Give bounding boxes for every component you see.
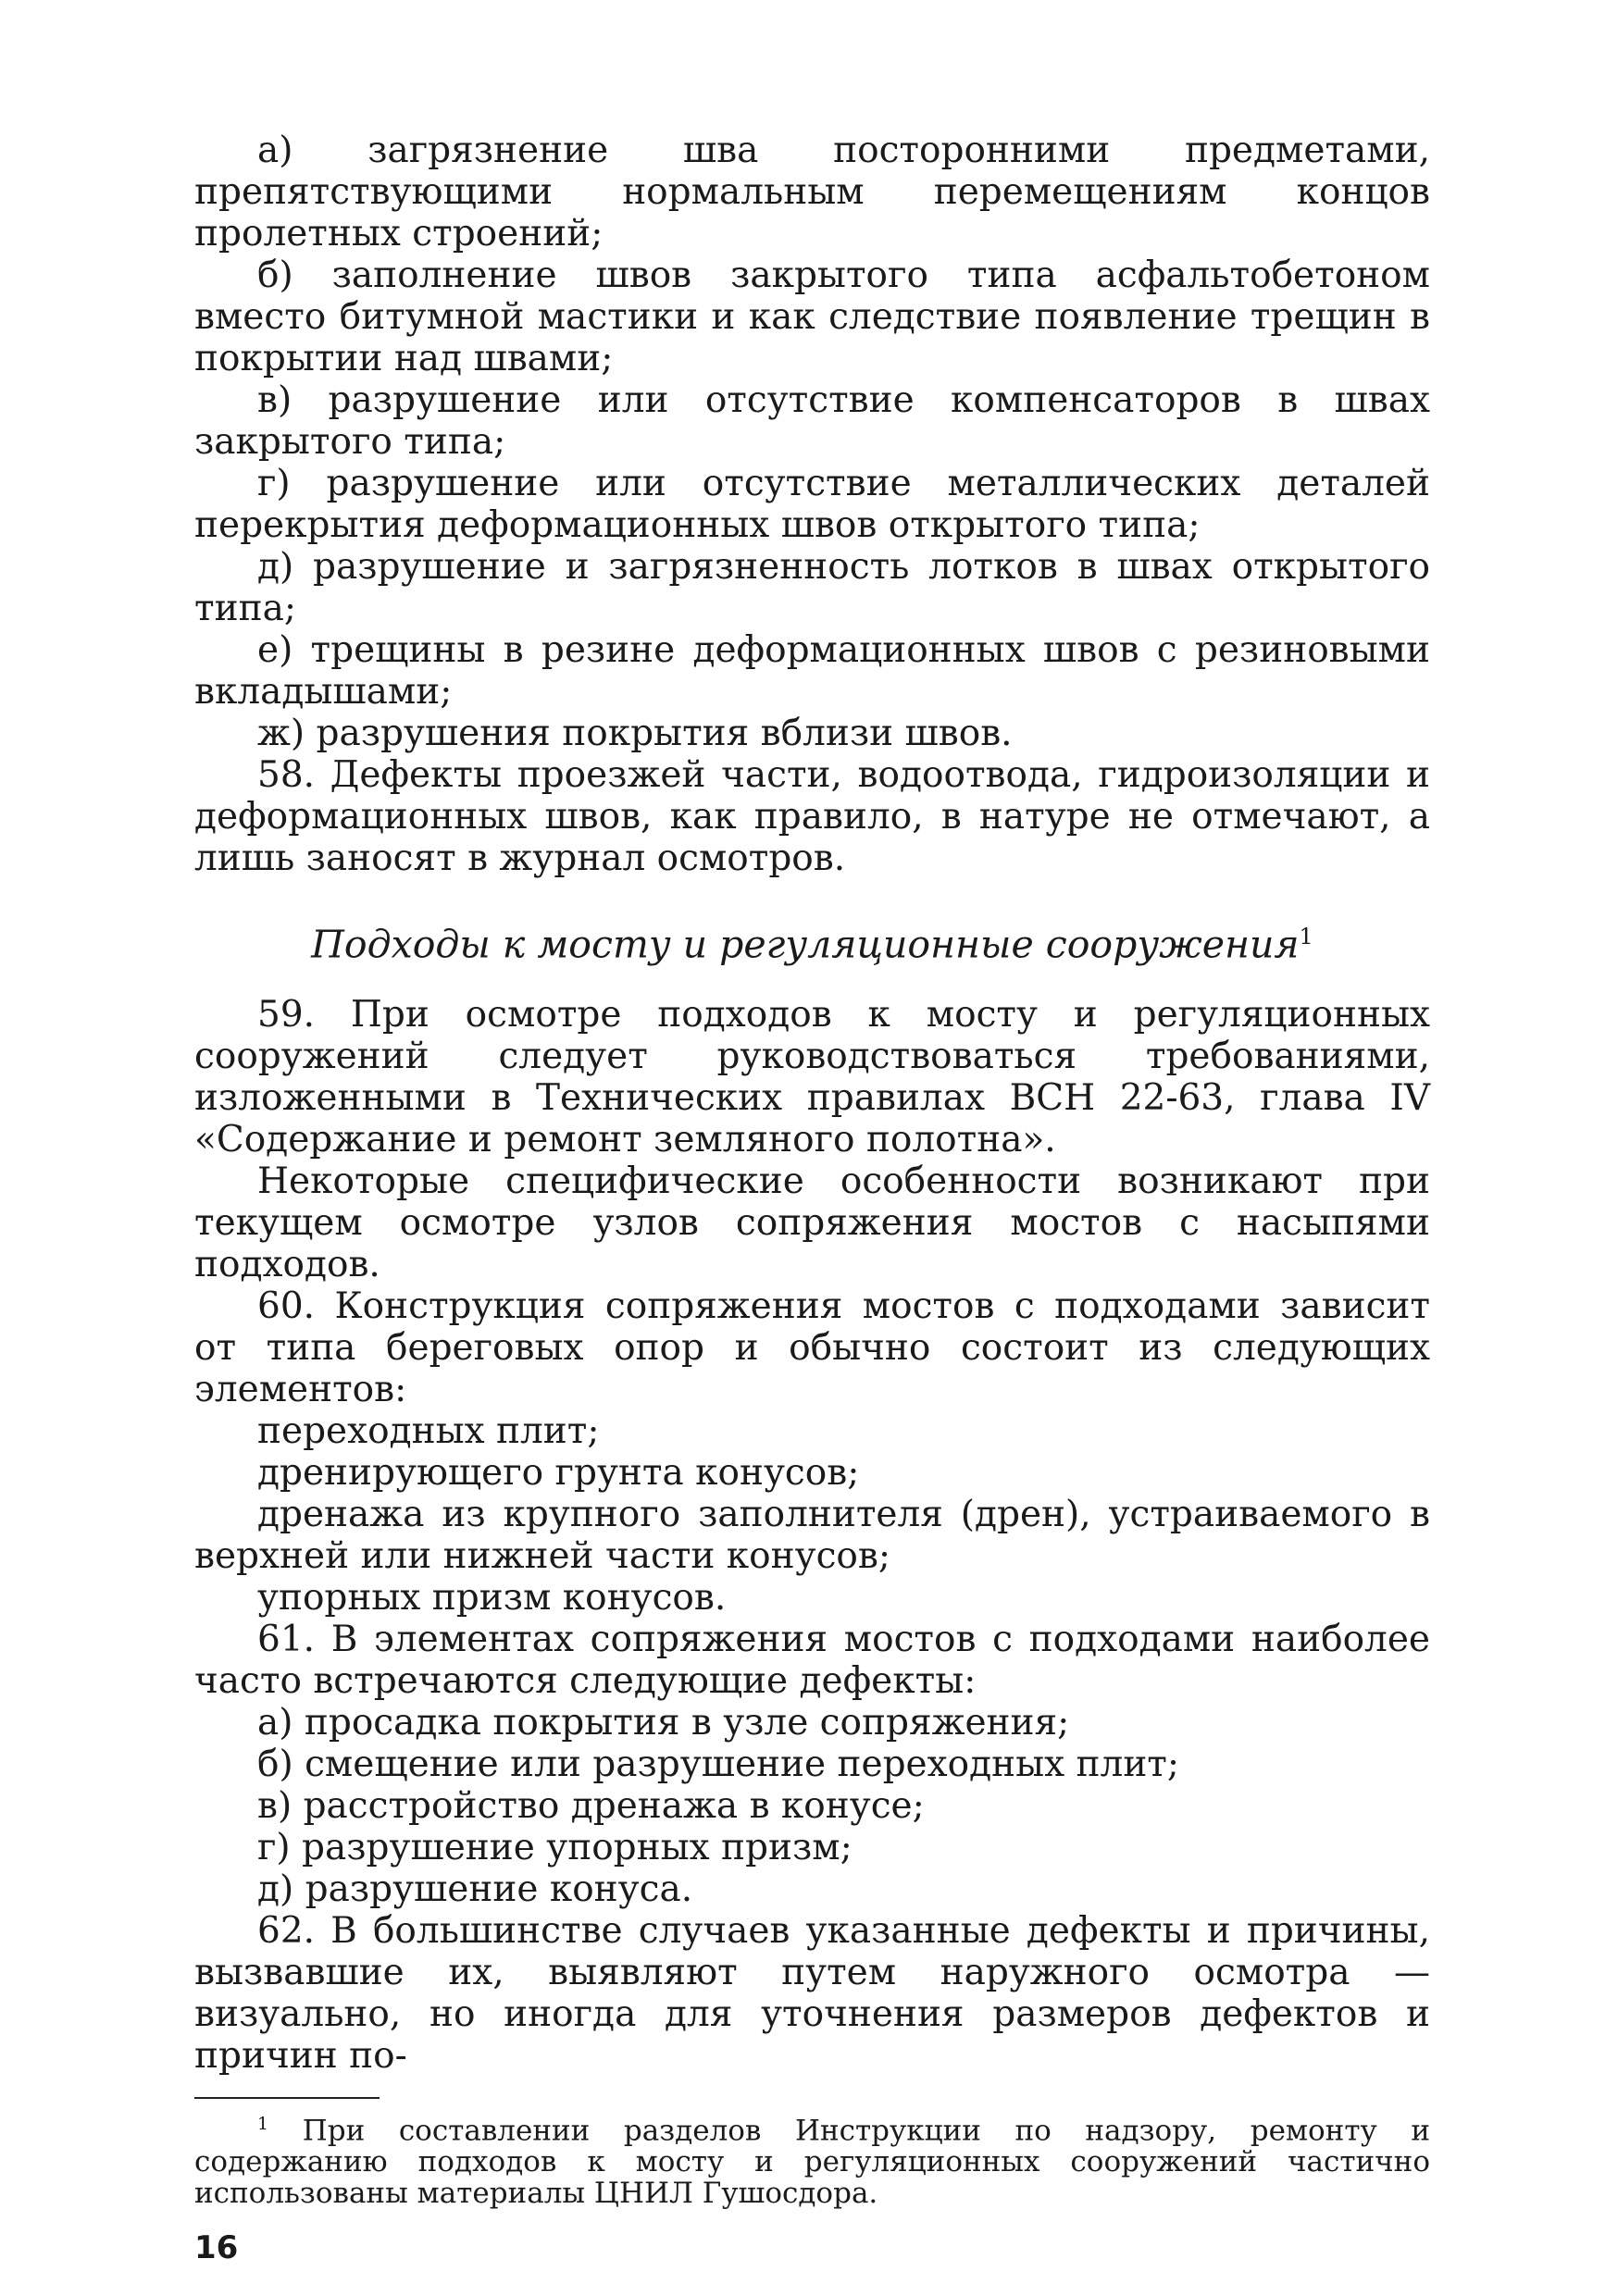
footnote <box>194 2108 1430 2209</box>
list-item: а) загрязнение шва посторонними предметами, препятствующими нормальным перемещениям концов пролетных строений; <box>194 130 1430 254</box>
list-item: дренажа из крупного заполнителя (дрен), устраиваемого в верхней или нижней части конусов; <box>194 1493 1430 1577</box>
list-item: а) просадка покрытия в узле сопряжения; <box>257 1701 1070 1744</box>
list-item: б) заполнение швов закрытого типа асфальтобетоном вместо битумной мастики и как следствие появление трещин в покрытии над швами; <box>194 254 1430 379</box>
paragraph-59: 59. При осмотре подходов к мосту и регуляционных сооружений следует руководствоваться требованиями, изложенными в Технических правилах ВСН 22-63, глава IV «Содержание и ремонт земляного полотна». <box>194 993 1430 1160</box>
element-list-60 <box>194 1410 1430 1619</box>
paragraph-60: 60. Конструкция сопряжения мостов с подходами зависит от типа береговых опор и обычно состоит из следующих элементов: <box>194 1285 1430 1410</box>
paragraph-62: 62. В большинстве случаев указанные дефекты и причины, вызвавшие их, выявляют путем наружного осмотра — визуально, но иногда для уточнения размеров дефектов и причин по- <box>194 1909 1430 2077</box>
defect-list-61 <box>194 1702 1430 1910</box>
list-item: дренирующего грунта конусов; <box>257 1451 860 1494</box>
page-content <box>194 130 1430 2266</box>
list-item: д) разрушение и загрязненность лотков в швах открытого типа; <box>194 546 1430 629</box>
paragraph-58: 58. Дефекты проезжей части, водоотвода, гидроизоляции и деформационных швов, как правило, в натуре не отмечают, а лишь заносят в журнал осмотров. <box>194 754 1430 879</box>
list-item: в) расстройство дренажа в конусе; <box>257 1784 925 1827</box>
section-heading <box>194 916 1430 966</box>
defect-list-57 <box>194 130 1430 754</box>
list-item: д) разрушение конуса. <box>257 1868 693 1910</box>
footnote-text: При составлении разделов Инструкции по надзору, ремонту и содержанию подходов к мосту и регуляционных сооружений частично использованы материалы ЦНИЛ Гушосдора. <box>194 2113 1430 2210</box>
list-item: г) разрушение упорных призм; <box>257 1826 853 1868</box>
list-item: упорных призм конусов. <box>257 1576 727 1619</box>
list-item: г) разрушение или отсутствие металлических деталей перекрытия деформационных швов открытого типа; <box>194 463 1430 546</box>
list-item: в) разрушение или отсутствие компенсаторов в швах закрытого типа; <box>194 379 1430 463</box>
section-heading-text: Подходы к мосту и регуляционные сооружения <box>311 922 1300 967</box>
footnote-mark: 1 <box>257 2113 269 2134</box>
footnote-divider <box>194 2097 380 2099</box>
list-item: е) трещины в резине деформационных швов с резиновыми вкладышами; <box>194 629 1430 713</box>
list-item: ж) разрушения покрытия вблизи швов. <box>257 713 1013 754</box>
paragraph-59-continued: Некоторые специфические особенности возникают при текущем осмотре узлов сопряжения мостов с насыпями подходов. <box>194 1160 1430 1285</box>
paragraph-61: 61. В элементах сопряжения мостов с подходами наиболее часто встречаются следующие дефекты: <box>194 1618 1430 1702</box>
list-item: переходных плит; <box>257 1409 600 1452</box>
page-number: 16 <box>194 2228 239 2266</box>
footnote-reference: 1 <box>1299 924 1313 949</box>
list-item: б) смещение или разрушение переходных плит; <box>257 1743 1180 1785</box>
